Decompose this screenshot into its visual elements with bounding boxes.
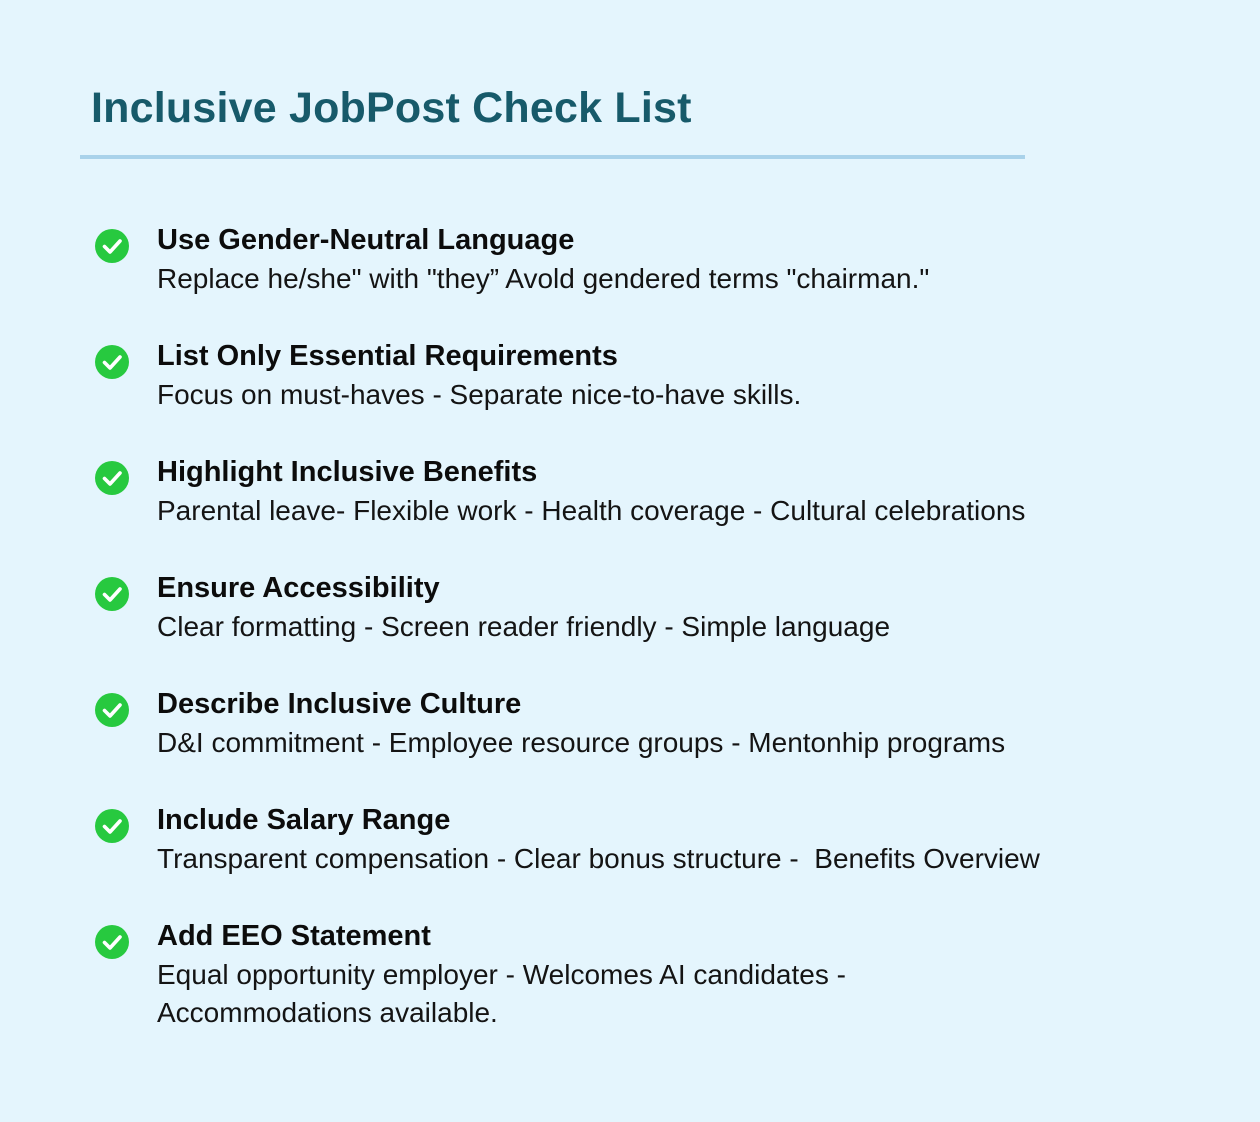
checklist [0, 220, 1260, 1076]
title-divider [80, 155, 1025, 159]
checklist-item [0, 568, 1260, 684]
checklist-item-title: Highlight Inclusive Benefits [157, 456, 538, 488]
checklist-item-description: Focus on must-haves - Separate nice-to-have skills. [157, 379, 802, 410]
check-circle-icon [94, 808, 130, 844]
check-circle-icon [94, 228, 130, 264]
check-circle-icon [94, 460, 130, 496]
checklist-item-title: List Only Essential Requirements [157, 340, 618, 372]
checklist-item [0, 800, 1260, 916]
checklist-item [0, 336, 1260, 452]
checklist-item [0, 220, 1260, 336]
check-circle-icon [94, 692, 130, 728]
page-title: Inclusive JobPost Check List [91, 84, 692, 132]
checklist-item [0, 452, 1260, 568]
checklist-item-description: Replace he/she" with "they” Avold gendered terms "chairman." [157, 263, 930, 294]
checklist-item-description: Transparent compensation - Clear bonus structure - Benefits Overview [157, 843, 1040, 874]
checklist-item [0, 916, 1260, 1076]
checklist-item-title: Use Gender-Neutral Language [157, 224, 575, 256]
check-circle-icon [94, 576, 130, 612]
checklist-item-title: Describe Inclusive Culture [157, 688, 522, 720]
checklist-item-description: Parental leave- Flexible work - Health coverage - Cultural celebrations [157, 495, 1026, 526]
checklist-item-description: Equal opportunity employer - Welcomes AI candidates - Accommodations available. [157, 959, 846, 1028]
checklist-item-description: D&I commitment - Employee resource groups - Mentonhip programs [157, 727, 1006, 758]
checklist-item-title: Ensure Accessibility [157, 572, 440, 604]
check-circle-icon [94, 924, 130, 960]
checklist-item-description: Clear formatting - Screen reader friendly - Simple language [157, 611, 891, 642]
check-circle-icon [94, 344, 130, 380]
checklist-item [0, 684, 1260, 800]
checklist-item-title: Add EEO Statement [157, 920, 431, 952]
checklist-item-title: Include Salary Range [157, 804, 451, 836]
